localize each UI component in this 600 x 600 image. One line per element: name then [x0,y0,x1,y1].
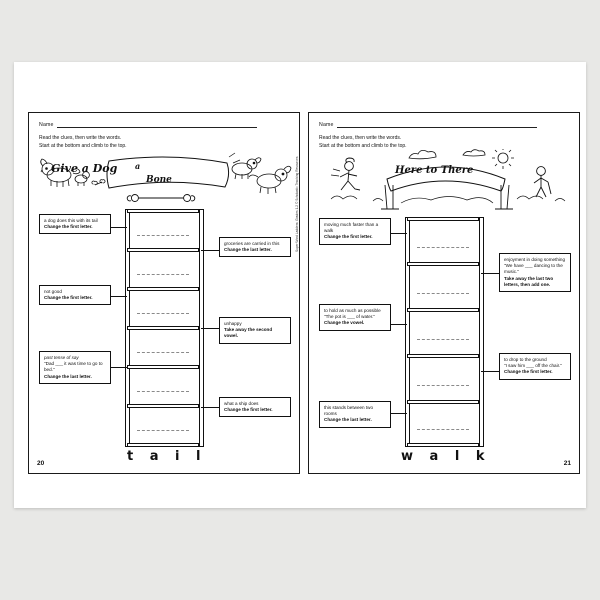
answer-blank[interactable] [417,385,469,386]
clue-leader [201,407,219,408]
clue-text: a dog does this with its tail [44,218,98,223]
clue-instruction: Change the last letter. [224,247,272,253]
name-label: Name [39,122,54,128]
directions-line-2: Start at the bottom and climb to the top. [39,142,127,149]
clue-instruction: Change the first letter. [44,295,93,301]
answer-blank[interactable] [417,247,469,248]
ladder-rail-right [479,217,484,447]
name-field-right[interactable] [319,121,569,128]
clue-instruction: Change the last letter. [44,373,92,379]
ladder-rung [407,400,479,404]
clue-leader [201,328,219,329]
ladder-rung [127,287,199,291]
clue-text: unhappy [224,321,242,326]
directions-left [39,135,189,150]
right-answer-word: w a l k [401,449,491,464]
left-ladder [125,209,205,447]
clue-leader [111,296,127,297]
bone-decoration [125,191,197,205]
left-page [28,112,300,474]
directions-right [319,135,469,150]
answer-blank[interactable] [417,293,469,294]
clue-box [39,351,111,384]
left-title-part1: Give a Dog [51,162,118,175]
right-title: Here to There [395,165,474,176]
ladder-rung [127,209,199,213]
clue-instruction: Take away the last two letters, then add one. [504,275,554,287]
clue-quote: "I saw him ___ off the chair." [504,363,562,369]
page-number-left: 20 [37,460,45,467]
clue-text: this stands between two rooms [324,405,374,417]
ladder-rung [127,326,199,330]
name-field-left[interactable] [39,121,289,128]
clue-text: moving much faster than a walk [324,222,379,234]
clue-text: to hold as much as possible [324,308,381,313]
clue-text: to drop to the ground [504,357,547,362]
clue-leader [481,273,499,274]
left-title-part2: a [135,161,141,171]
name-rule [57,121,257,128]
clue-text: groceries are carried in this [224,241,280,246]
ladder-rung [407,443,479,447]
ladder-rung [407,217,479,221]
clue-text: enjoyment in doing something [504,257,566,262]
answer-blank[interactable] [137,313,189,314]
answer-blank[interactable] [137,274,189,275]
answer-blank[interactable] [137,391,189,392]
page-number-right: 21 [563,460,571,467]
answer-blank[interactable] [137,430,189,431]
copyright-credit: Super Word Ladders: Grades 1-2 © Scholastic Teaching Resources [295,156,299,252]
clue-instruction: Change the first letter. [504,369,553,375]
clue-instruction: Change the first letter. [44,224,93,230]
name-rule [337,121,537,128]
clue-leader [111,367,127,368]
clue-instruction: Take away the second vowel. [224,327,273,339]
clue-quote: "The pot is ___ of water." [324,314,376,320]
clue-instruction: Change the vowel. [324,320,365,326]
clue-box [39,285,111,305]
clue-box [319,218,391,245]
clue-leader [391,233,407,234]
directions-line-1: Read the clues, then write the words. [319,135,402,141]
left-answer-word: t a i l [127,449,207,464]
arch-posts [377,185,517,211]
clue-leader [391,413,407,414]
clue-instruction: Change the first letter. [224,407,273,413]
ladder-rung [127,404,199,408]
right-ladder [405,217,485,447]
answer-blank[interactable] [137,235,189,236]
clue-box [319,401,391,428]
directions-line-2: Start at the bottom and climb to the top. [319,142,407,149]
ladder-rung [127,443,199,447]
left-title-part3: Bone [146,175,172,185]
ladder-rung [407,262,479,266]
clue-text: past tense of say [44,355,79,360]
clue-leader [111,227,127,228]
clue-leader [391,324,407,325]
clue-box [219,237,291,257]
clue-box [499,253,571,292]
clue-text: not good [44,289,62,294]
clue-box [219,397,291,417]
ladder-rung [127,248,199,252]
clue-box [39,214,111,234]
clue-box [219,317,291,344]
ladder-rung [407,308,479,312]
clue-text: what a ship does [224,401,259,406]
right-page [308,112,580,474]
clue-quote: "Dad ___ it was time to go to bed." [44,361,103,373]
ladder-rung [407,354,479,358]
clue-quote: "We have ___ dancing to the music." [504,263,563,275]
answer-blank[interactable] [137,352,189,353]
ladder-rung [127,365,199,369]
clue-instruction: Change the last letter. [324,417,372,423]
clue-box [319,304,391,331]
paper-spread [14,62,586,508]
clue-leader [201,250,219,251]
answer-blank[interactable] [417,339,469,340]
clue-instruction: Change the first letter. [324,234,373,240]
clue-box [499,353,571,380]
answer-blank[interactable] [417,429,469,430]
clue-leader [481,371,499,372]
name-label: Name [319,122,334,128]
directions-line-1: Read the clues, then write the words. [39,135,122,141]
